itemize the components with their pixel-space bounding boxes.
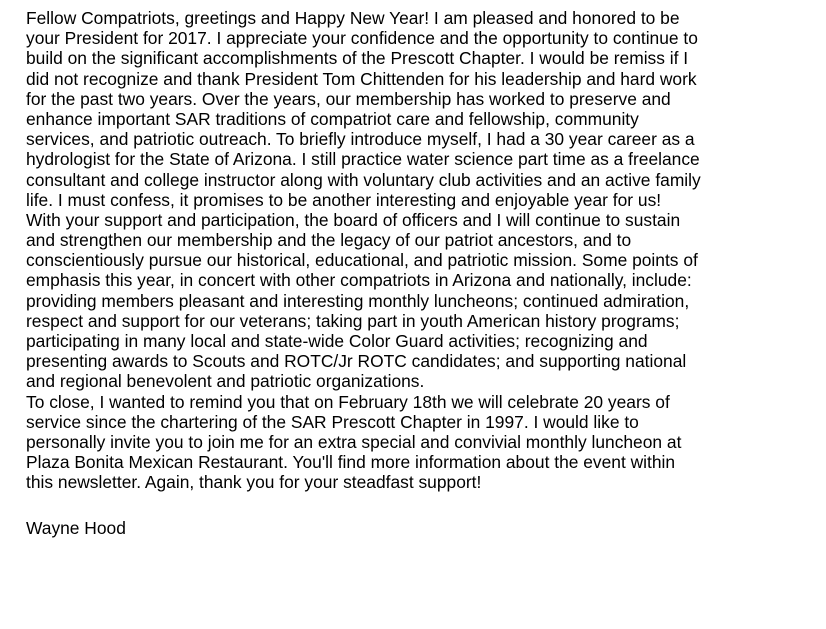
text-line: your President for 2017. I appreciate your confidence and the opportunity to continue to <box>26 28 698 49</box>
text-line: participating in many local and state-wide Color Guard activities; recognizing and <box>26 331 648 351</box>
paragraph-mission <box>26 210 818 392</box>
president-letter <box>26 8 818 538</box>
text-line: service since the chartering of the SAR Prescott Chapter in 1997. I would like to <box>26 411 639 432</box>
text-line: respect and support for our veterans; taking part in youth American history programs; <box>26 310 680 331</box>
text-line: emphasis this year, in concert with other compatriots in Arizona and nationally, include: <box>26 270 692 291</box>
text-line: for the past two years. Over the years, our membership has worked to preserve and <box>26 88 671 109</box>
text-line: To close, I wanted to remind you that on February 18th we will celebrate 20 years of <box>26 391 670 412</box>
text-line: Fellow Compatriots, greetings and Happy New Year! I am pleased and honored to be <box>26 8 680 28</box>
text-line: and regional benevolent and patriotic organizations. <box>26 371 425 392</box>
signature: Wayne Hood <box>26 517 126 538</box>
text-line: providing members pleasant and interesting monthly luncheons; continued admiration, <box>26 290 690 311</box>
spacer <box>26 493 818 513</box>
text-line: this newsletter. Again, thank you for your steadfast support! <box>26 472 482 493</box>
text-line: enhance important SAR traditions of compatriot care and fellowship, community <box>26 108 639 129</box>
text-line: With your support and participation, the board of officers and I will continue to sustain <box>26 209 681 230</box>
text-line: consultant and college instructor along with voluntary club activities and an active family <box>26 169 701 190</box>
paragraph-greeting <box>26 8 818 210</box>
text-line: services, and patriotic outreach. To briefly introduce myself, I had a 30 year career as a <box>26 129 695 150</box>
paragraph-closing <box>26 392 818 493</box>
text-line: hydrologist for the State of Arizona. I still practice water science part time as a freelance <box>26 149 700 170</box>
text-line: life. I must confess, it promises to be another interesting and enjoyable year for us! <box>26 189 662 210</box>
text-line: and strengthen our membership and the legacy of our patriot ancestors, and to <box>26 230 632 251</box>
text-line: personally invite you to join me for an extra special and convivial monthly luncheon at <box>26 431 682 452</box>
text-line: did not recognize and thank President Tom Chittenden for his leadership and hard work <box>26 68 697 89</box>
text-line: conscientiously pursue our historical, educational, and patriotic mission. Some points of <box>26 250 698 271</box>
text-line: presenting awards to Scouts and ROTC/Jr ROTC candidates; and supporting national <box>26 351 687 372</box>
text-line: build on the significant accomplishments of the Prescott Chapter. I would be remiss if I <box>26 48 689 69</box>
text-line: Plaza Bonita Mexican Restaurant. You'll find more information about the event within <box>26 452 676 473</box>
